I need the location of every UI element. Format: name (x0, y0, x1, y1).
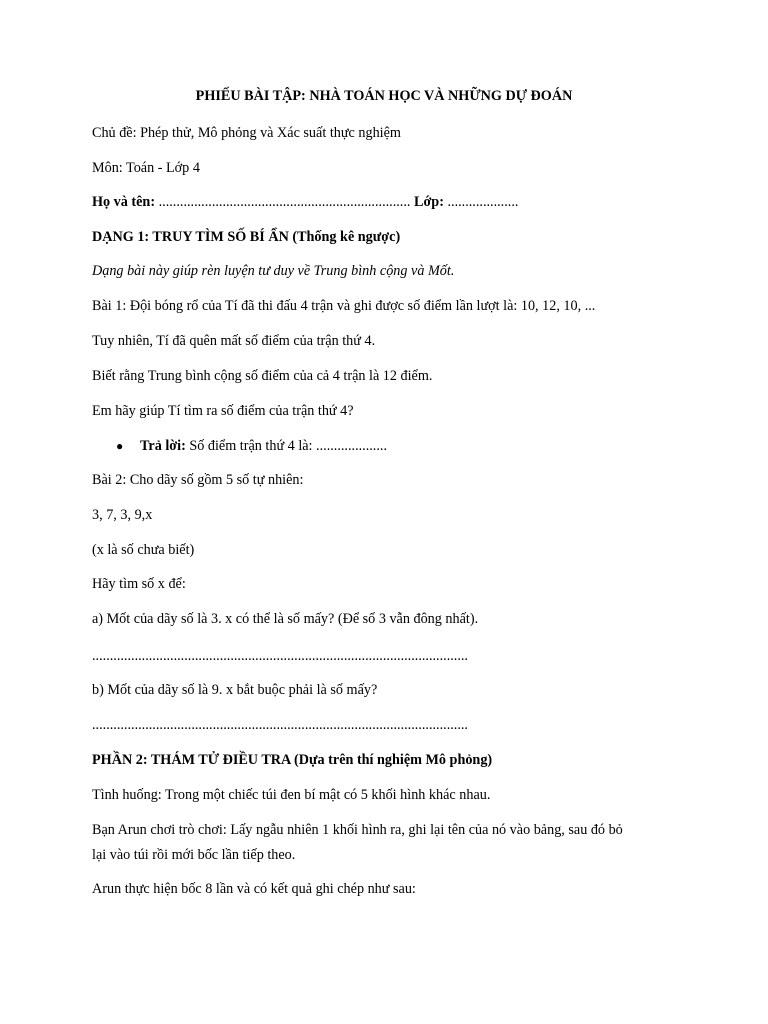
section2-line-4: Arun thực hiện bốc 8 lần và có kết quả ghi chép như sau: (92, 881, 416, 897)
topic-line: Chủ đề: Phép thử, Mô phỏng và Xác suất thực nghiệm (92, 125, 401, 141)
bai1-line-3: Biết rằng Trung bình cộng số điểm của cả 4 trận là 12 điểm. (92, 368, 433, 384)
bai2-question-b: b) Mốt của dãy số là 9. x bắt buộc phải là số mấy? (92, 682, 378, 698)
page-title: PHIẾU BÀI TẬP: NHÀ TOÁN HỌC VÀ NHỮNG DỰ ĐOÁN (195, 88, 573, 104)
bai1-line-4: Em hãy giúp Tí tìm ra số điểm của trận thứ 4? (92, 403, 354, 419)
bai2-line-1: Bài 2: Cho dãy số gồm 5 số tự nhiên: (92, 472, 304, 488)
bai1-line-1: Bài 1: Đội bóng rổ của Tí đã thi đấu 4 trận và ghi được số điểm lần lượt là: 10, 12, 10, ... (92, 298, 596, 314)
bai2-question-a: a) Mốt của dãy số là 3. x có thể là số mấy? (Để số 3 vẫn đông nhất). (92, 611, 479, 627)
section2-heading: PHẦN 2: THÁM TỬ ĐIỀU TRA (Dựa trên thí nghiệm Mô phỏng) (92, 752, 493, 768)
section2-line-3: lại vào túi rồi mới bốc lần tiếp theo. (92, 847, 296, 863)
name-label: Họ và tên: (92, 194, 156, 210)
section2-line-1: Tình huống: Trong một chiếc túi đen bí mật có 5 khối hình khác nhau. (92, 787, 491, 803)
name-blank: ....................................................................... (155, 194, 414, 210)
bai1-line-2: Tuy nhiên, Tí đã quên mất số điểm của trận thứ 4. (92, 333, 376, 349)
section1-intro: Dạng bài này giúp rèn luyện tư duy về Trung bình cộng và Mốt. (92, 263, 455, 279)
section2-line-2: Bạn Arun chơi trò chơi: Lấy ngẫu nhiên 1 khối hình ra, ghi lại tên của nó vào bảng, sau đó bỏ (92, 822, 623, 838)
answer-blank-b: .......................................................................................................... (92, 717, 468, 733)
bai2-note: (x là số chưa biết) (92, 542, 195, 558)
class-blank: .................... (443, 194, 519, 210)
bai2-sequence: 3, 7, 3, 9,x (92, 507, 153, 523)
answer-blank-a: .......................................................................................................... (92, 648, 468, 664)
bullet-icon: ● (116, 439, 124, 453)
section1-heading: DẠNG 1: TRUY TÌM SỐ BÍ ẨN (Thống kê ngược) (92, 229, 401, 245)
name-class-line (92, 193, 518, 211)
class-label: Lớp: (413, 194, 444, 210)
bai2-prompt: Hãy tìm số x để: (92, 576, 186, 592)
answer-label: Trả lời: (140, 438, 186, 454)
answer-text: Số điểm trận thứ 4 là: .................... (185, 438, 387, 454)
answer-line (140, 437, 387, 455)
subject-line: Môn: Toán - Lớp 4 (92, 160, 200, 176)
